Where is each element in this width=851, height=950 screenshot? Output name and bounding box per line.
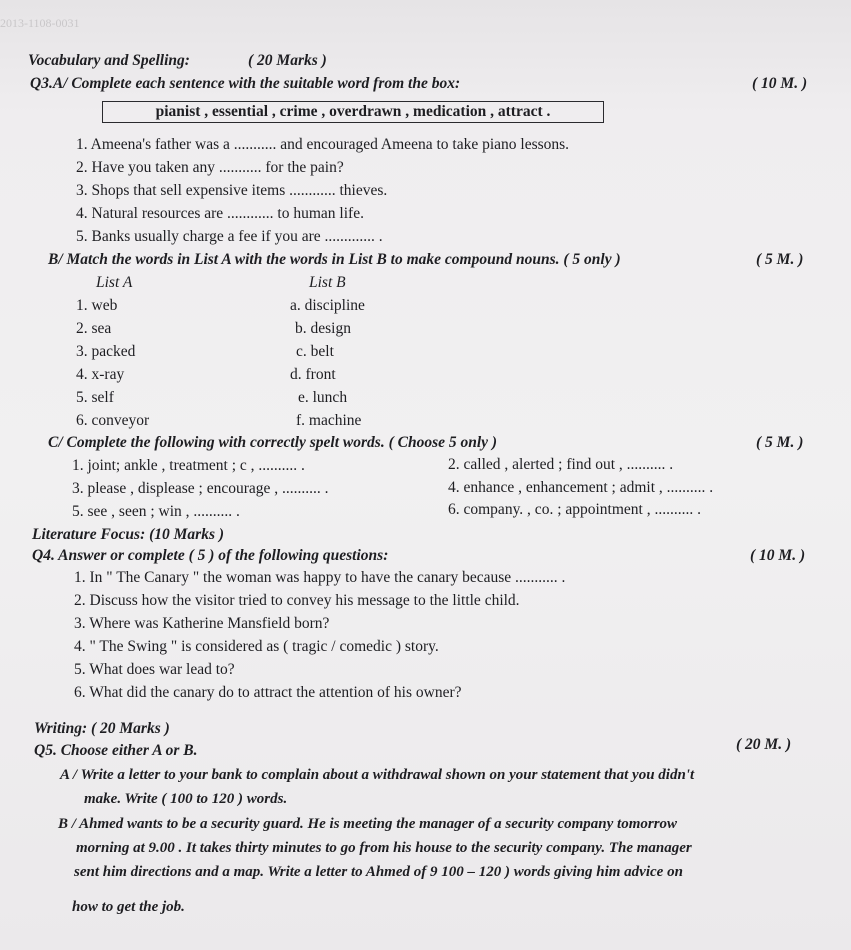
spelling-item: 6. company. , co. ; appointment , .......... . [448,501,701,518]
list-b-item: a. discipline [290,297,365,314]
option-b-line: B / Ahmed wants to be a security guard. He is meeting the manager of a security company tomorrow [58,816,678,832]
q4-marks: ( 10 M. ) [750,547,806,564]
list-b-item: e. lunch [298,389,348,406]
q3a-marks: ( 10 M. ) [752,75,808,92]
q3a-instruction: Q3.A/ Complete each sentence with the suitable word from the box: [30,75,461,92]
sentence-1: 1. Ameena's father was a ........... and encouraged Ameena to take piano lessons. [76,136,570,153]
list-a-item: 1. web [76,297,118,314]
list-b-header: List B [309,274,346,291]
option-a-line: make. Write ( 100 to 120 ) words. [84,791,288,807]
list-a-item: 6. conveyor [76,412,150,429]
q5-instruction: Q5. Choose either A or B. [34,742,198,759]
list-a-item: 4. x-ray [76,366,125,383]
question-6: 6. What did the canary do to attract the attention of his owner? [74,684,462,701]
sentence-3: 3. Shops that sell expensive items ............ thieves. [76,182,388,199]
spelling-item: 3. please , displease ; encourage , .......... . [72,480,329,497]
vocabulary-marks: ( 20 Marks ) [248,52,327,69]
spelling-item: 5. see , seen ; win , .......... . [72,503,240,520]
word-box: pianist , essential , crime , overdrawn , medication , attract . [102,101,604,123]
faint-header-text: 2013-1108-0031 [0,16,80,30]
question-4: 4. " The Swing " is considered as ( tragic / comedic ) story. [74,638,439,655]
q4-instruction: Q4. Answer or complete ( 5 ) of the following questions: [32,547,389,564]
sentence-4: 4. Natural resources are ............ to human life. [76,205,364,222]
question-2: 2. Discuss how the visitor tried to convey his message to the little child. [74,592,520,609]
spelling-item: 2. called , alerted ; find out , .......... . [448,456,674,473]
section-heading-literature: Literature Focus: (10 Marks ) [32,526,225,543]
section-heading-vocabulary: Vocabulary and Spelling: [28,52,190,69]
q3c-marks: ( 5 M. ) [756,434,804,451]
option-b-line: morning at 9.00 . It takes thirty minutes to go from his house to the security company. The manager [76,840,692,856]
q3b-instruction: B/ Match the words in List A with the words in List B to make compound nouns. ( 5 only ) [48,251,621,268]
option-b-line: how to get the job. [72,899,185,915]
list-b-item: b. design [295,320,351,337]
q3b-marks: ( 5 M. ) [756,251,804,268]
q3c-instruction: C/ Complete the following with correctly spelt words. ( Choose 5 only ) [48,434,498,451]
question-5: 5. What does war lead to? [74,661,235,678]
section-heading-writing: Writing: ( 20 Marks ) [34,720,170,737]
list-b-item: c. belt [296,343,334,360]
spelling-item: 4. enhance , enhancement ; admit , .......... . [448,479,714,496]
option-b-line: sent him directions and a map. Write a letter to Ahmed of 9 100 – 120 ) words giving him advice on [74,864,683,880]
list-a-item: 2. sea [76,320,112,337]
list-a-header: List A [96,274,133,291]
list-a-item: 5. self [76,389,114,406]
list-a-item: 3. packed [76,343,136,360]
option-a-line: A / Write a letter to your bank to complain about a withdrawal shown on your statement that you didn't [60,767,695,783]
sentence-5: 5. Banks usually charge a fee if you are ............. . [76,228,383,245]
question-3: 3. Where was Katherine Mansfield born? [74,615,330,632]
question-1: 1. In " The Canary " the woman was happy to have the canary because ........... . [74,569,566,586]
list-b-item: d. front [290,366,336,383]
spelling-item: 1. joint; ankle , treatment ; c , .......... . [72,457,305,474]
sentence-2: 2. Have you taken any ........... for the pain? [76,159,344,176]
list-b-item: f. machine [296,412,362,429]
q5-marks: ( 20 M. ) [736,736,792,753]
